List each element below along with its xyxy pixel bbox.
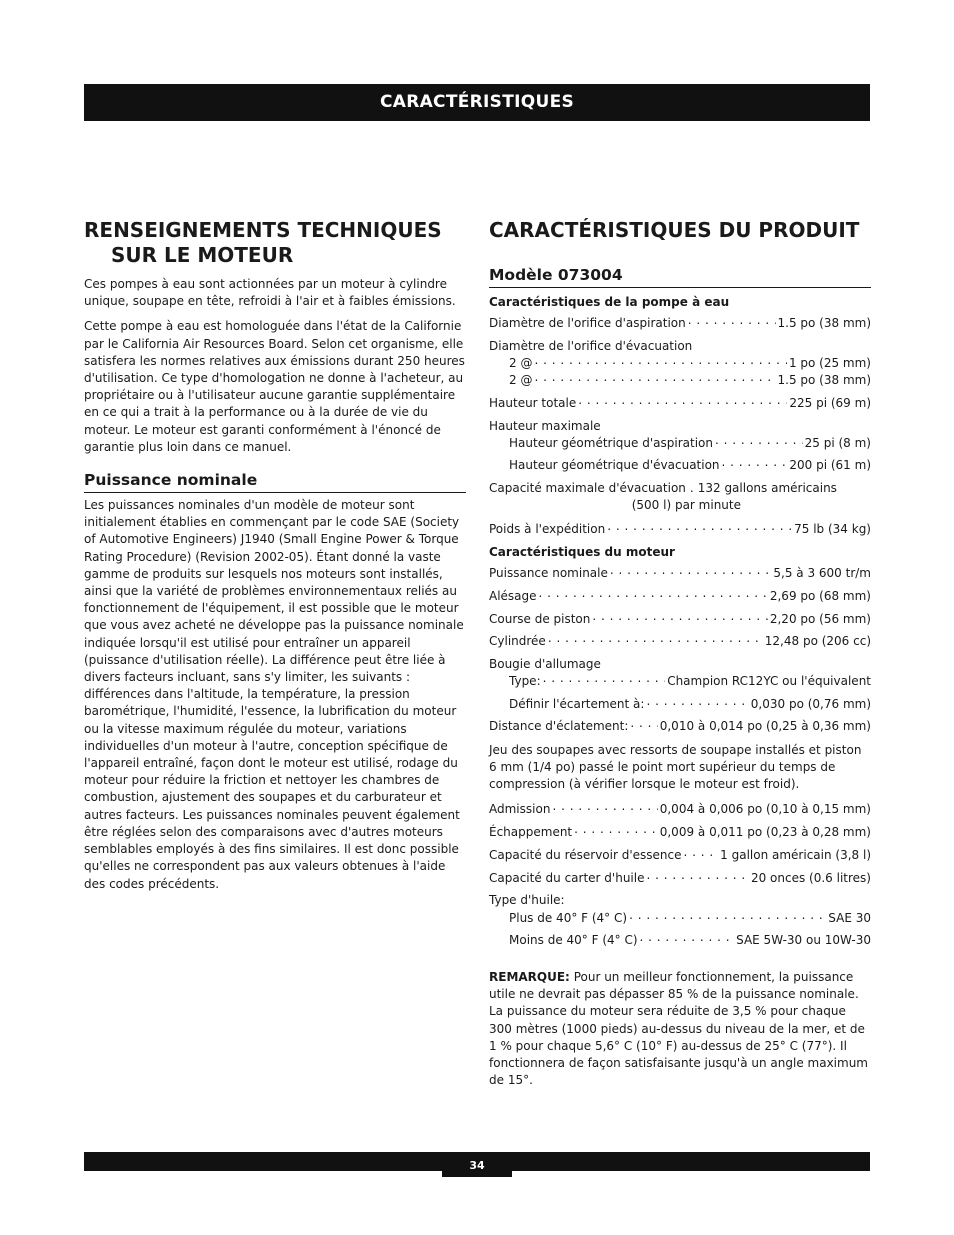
spec-value: 12,48 po (206 cc) xyxy=(764,634,871,649)
spec-fuel-tank xyxy=(489,847,871,864)
spec-label: Hauteur géométrique d'évacuation xyxy=(509,458,720,473)
spec-oil-type xyxy=(489,892,871,949)
spec-outlet xyxy=(489,338,871,390)
spec-value: 1 gallon américain (3,8 l) xyxy=(720,847,871,862)
spec-value: Champion RC12YC ou l'équivalent xyxy=(667,674,871,689)
spec-value: 0,030 po (0,76 mm) xyxy=(750,696,871,711)
power-rating-heading: Puissance nominale xyxy=(84,470,466,493)
spec-value: 5,5 à 3 600 tr/m xyxy=(773,566,871,581)
spec-value: 0,004 à 0,006 po (0,10 à 0,15 mm) xyxy=(659,802,871,817)
model-heading: Modèle 073004 xyxy=(489,265,871,288)
spec-label: Alésage xyxy=(489,588,537,603)
spec-label: Diamètre de l'orifice d'aspiration xyxy=(489,316,686,331)
spec-label: Capacité maximale d'évacuation xyxy=(489,481,686,496)
engine-info-title: RENSEIGNEMENTS TECHNIQUES SUR LE MOTEUR xyxy=(84,218,442,267)
spec-value: 200 pi (61 m) xyxy=(789,458,871,473)
spec-label: Définir l'écartement à: xyxy=(509,696,645,711)
spec-total-head xyxy=(489,395,871,412)
section-header: CARACTÉRISTIQUES xyxy=(84,84,870,121)
spec-inlet xyxy=(489,315,871,332)
spec-oil-capacity xyxy=(489,870,871,887)
spec-value: SAE 5W-30 ou 10W-30 xyxy=(736,932,871,947)
pump-specs-heading: Caractéristiques de la pompe à eau xyxy=(489,295,730,309)
spec-capacity: Capacité maximale d'évacuation . 132 gallons américains (500 l) par minute xyxy=(489,480,871,514)
spec-label: Admission xyxy=(489,802,551,817)
spec-value: 0,009 à 0,011 po (0,23 à 0,28 mm) xyxy=(659,825,871,840)
spec-label: Hauteur totale xyxy=(489,396,577,411)
remark-text: Pour un meilleur fonctionnement, la puissance utile ne devrait pas dépasser 85 % de la puissance nominale. La puissance du moteur sera réduite de 3,5 % pour chaque 300 mètres (1000 pieds) au-dessus du niveau de la mer, et de 1 % pour chaque 5,6° C (10° F) au-dessus de 25° C (77°). Il fonctionnera de façon satisfaisante jusqu'à un angle maximum de 15°. xyxy=(489,970,868,1088)
valve-clearance-text: Jeu des soupapes avec ressorts de soupape installés et piston 6 mm (1/4 po) passé le point mort supérieur du temps de compression (à vérifier lorsque le moteur est froid). xyxy=(489,742,862,792)
spec-value: 1 po (25 mm) xyxy=(788,356,871,371)
spec-value: (500 l) par minute xyxy=(631,498,741,513)
spec-value: SAE 30 xyxy=(828,910,871,925)
spec-value: 2,20 po (56 mm) xyxy=(769,611,871,626)
intro-paragraph-1: Ces pompes à eau sont actionnées par un moteur à cylindre unique, soupape en tête, refroidi à l'air et à faibles émissions. xyxy=(84,277,456,309)
intro-paragraph-2: Cette pompe à eau est homologuée dans l'état de la Californie par le California Air Resources Board. Selon cet organisme, elle satisfera les normes relatives aux émissions durant 250 heures d'utilisation. Ce type d'homologation ne donne à l'acheteur, au propriétaire ou à l'utilisateur aucune garantie supplémentaire en ce qui a trait à la performance ou à la durée de vie du moteur. Le moteur est garanti conformément à l'énoncé de garantie plus loin dans ce manuel. xyxy=(84,319,465,454)
remark-label: REMARQUE: xyxy=(489,970,570,985)
spec-power xyxy=(489,565,871,582)
engine-specs-heading: Caractéristiques du moteur xyxy=(489,544,675,559)
spec-displacement xyxy=(489,633,871,650)
power-rating-paragraph: Les puissances nominales d'un modèle de moteur sont initialement établies en commençant par le code SAE (Society of Automotive Engineers) J1940 (Small Engine Power & Torque Rating Procedure) (Revision 2002-05). Étant donné la vaste gamme de produits sur lesquels nos moteurs sont installés, ainsi que la variété de problèmes environnementaux reliés au fonctionnement de l'équipement, il est possible que le moteur que vous avez acheté ne développe pas la puissance nominale indiquée lorsqu'il est utilisé pour entraîner un appareil (puissance d'utilisation réelle). La différence peut être liée à divers facteurs incluant, sans s'y limiter, les suivants : différences dans l'altitude, la température, la pression barométrique, l'humidité, l'essence, la lubrification du moteur ou la vitesse maximum régulée du moteur, variations individuelles d'un moteur à l'autre, conception spécifique de l'appareil entraîné, façon dont le moteur est utilisé, rodage du moteur pour réduire la friction et nettoyer les chambres de combustion, ajustement des soupapes et du carburateur et autres facteurs. Les puissances nominales peuvent également être réglées selon des comparaisons avec d'autres moteurs semblables employés à des fins similaires. Il est donc possible qu'elles ne correspondent pas aux valeurs obtenues à l'aide des codes précédents. xyxy=(84,498,464,891)
product-specs-title: CARACTÉRISTIQUES DU PRODUIT xyxy=(489,218,860,242)
engine-info-column xyxy=(84,218,466,901)
spec-label: Type d'huile: xyxy=(489,893,565,908)
spec-label: Hauteur maximale xyxy=(489,419,601,433)
spec-value: 25 pi (8 m) xyxy=(804,436,871,451)
spec-value: 20 onces (0.6 litres) xyxy=(750,870,871,885)
remark-paragraph xyxy=(489,969,871,1089)
spec-intake xyxy=(489,801,871,818)
spec-label: Puissance nominale xyxy=(489,566,608,581)
spec-label: Hauteur géométrique d'aspiration xyxy=(509,436,713,451)
spec-label: Capacité du réservoir d'essence xyxy=(489,847,682,862)
spec-label: Cylindrée xyxy=(489,634,546,649)
spec-value: 1.5 po (38 mm) xyxy=(777,373,871,388)
spec-value: 0,010 à 0,014 po (0,25 à 0,36 mm) xyxy=(659,719,871,734)
spec-label: Plus de 40° F (4° C) xyxy=(509,910,628,925)
spec-label: Diamètre de l'orifice d'évacuation xyxy=(489,339,693,353)
spec-label: 2 @ xyxy=(509,373,533,388)
spec-label: Capacité du carter d'huile xyxy=(489,870,645,885)
spec-label: Bougie d'allumage xyxy=(489,657,601,672)
spec-max-head xyxy=(489,418,871,475)
spec-value: 75 lb (34 kg) xyxy=(794,521,871,536)
spec-bore xyxy=(489,588,871,605)
spec-label: Moins de 40° F (4° C) xyxy=(509,932,638,947)
product-specs-column xyxy=(489,218,871,1097)
page-number: 34 xyxy=(442,1152,512,1177)
spec-label: Course de piston xyxy=(489,611,591,626)
spec-label: Échappement xyxy=(489,825,573,840)
spec-value: 132 gallons américains xyxy=(697,481,837,496)
spec-value: 2,69 po (68 mm) xyxy=(769,588,871,603)
spec-label: 2 @ xyxy=(509,356,533,371)
spec-weight xyxy=(489,521,871,538)
spec-value: 225 pi (69 m) xyxy=(789,396,871,411)
spec-stroke xyxy=(489,611,871,628)
spec-label: Distance d'éclatement: xyxy=(489,719,629,734)
spec-value: 1.5 po (38 mm) xyxy=(777,316,871,331)
spec-spark-plug xyxy=(489,656,871,713)
spec-label: Type: xyxy=(509,674,541,689)
spec-exhaust xyxy=(489,824,871,841)
spec-armature-gap xyxy=(489,718,871,735)
spec-label: Poids à l'expédition xyxy=(489,521,606,536)
